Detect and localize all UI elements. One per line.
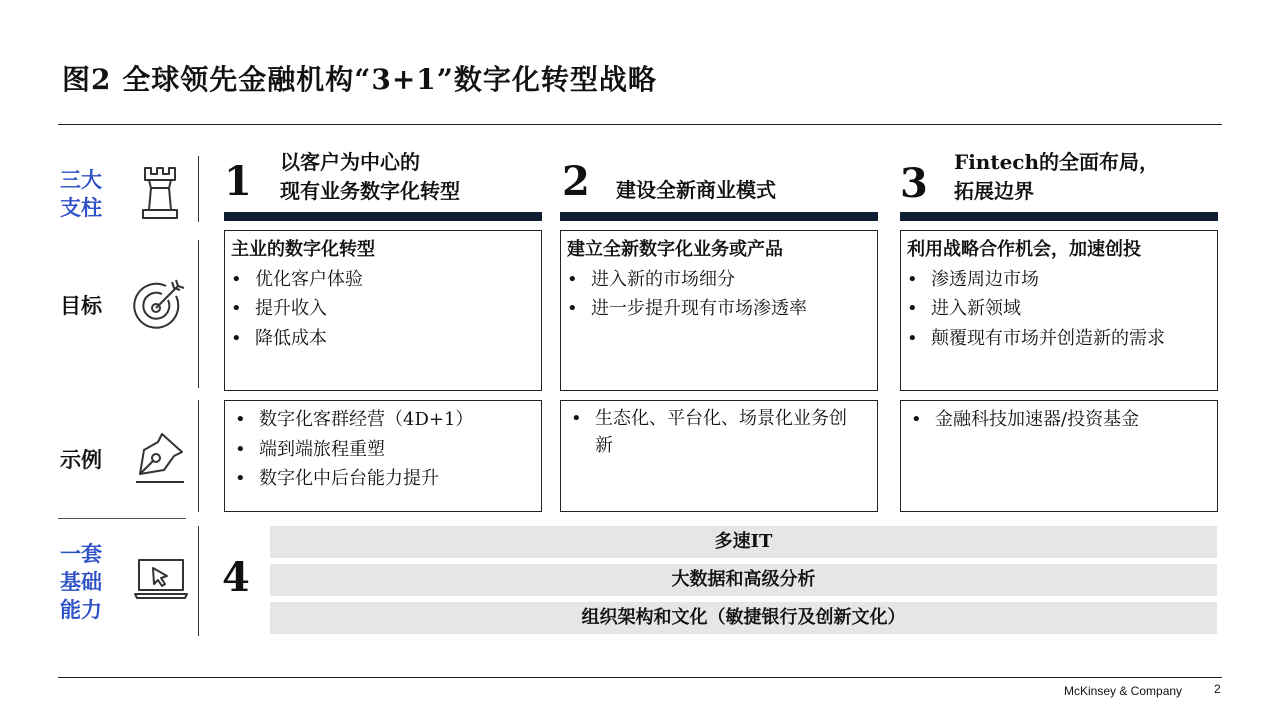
footer-divider [58,677,1222,678]
goal-box-2 [560,230,878,391]
example-box-1 [224,400,542,512]
foundation-band-organization: 组织架构和文化（敏捷银行及创新文化） [270,602,1217,634]
row-label-examples: 示例 [60,447,102,472]
chess-rook-icon [137,164,183,222]
example-box-2 [560,400,878,512]
list-item: • 降低成本 [231,324,535,354]
foundation-number: 4 [222,554,250,601]
list-item: • 颠覆现有市场并创造新的需求 [907,324,1211,354]
foundation-band-analytics: 大数据和高级分析 [270,564,1217,596]
target-arrow-icon [132,278,188,334]
examples-separator [198,400,199,512]
list-item: • 端到端旅程重塑 [235,435,535,465]
goals-separator [198,240,199,388]
bullet: • [567,268,578,290]
bullet: • [907,268,918,290]
pillar-bar-3 [900,212,1218,221]
bullet: • [235,438,246,460]
row-label-capabilities: 一套 基础 能力 [60,541,102,622]
pen-nib-icon [132,430,188,486]
pillars-separator [198,156,199,222]
pillar-bar-1 [224,212,542,221]
pillar-bar-2 [560,212,878,221]
bullet: • [231,327,242,349]
goal-title-1: 主业的数字化转型 [231,239,375,260]
laptop-cursor-icon [133,556,189,602]
capabilities-separator [198,526,199,636]
bullet: • [231,268,242,290]
row-label-goals: 目标 [60,293,102,318]
page-number: 2 [1214,682,1221,696]
list-item: • 金融科技加速器/投资基金 [911,405,1211,435]
pillar-heading-2: 建设全新商业模式 [616,178,776,202]
goal-title-3: 利用战略合作机会，加速创投 [907,239,1141,260]
list-item: • 生态化、平台化、场景化业务创新 [571,405,857,459]
example-box-3 [900,400,1218,512]
list-item: • 进入新的市场细分 [567,265,871,295]
list-item: • 进一步提升现有市场渗透率 [567,294,871,324]
pillar-number-3: 3 [900,160,928,207]
pillar-heading-3: Fintech的全面布局， 拓展边界 [954,150,1160,203]
goal-title-2: 建立全新数字化业务或产品 [567,239,783,260]
list-item: • 数字化中后台能力提升 [235,464,535,494]
list-item: • 优化客户体验 [231,265,535,295]
goal-box-3 [900,230,1218,391]
bullet: • [571,408,582,429]
foundation-band-it: 多速IT [270,526,1217,558]
row-label-pillars: 三大 支柱 [60,167,102,220]
pillar-heading-1: 以客户为中心的 现有业务数字化转型 [280,150,460,203]
bullet: • [907,327,918,349]
bullet: • [907,298,918,319]
bullet: • [911,409,922,430]
title-divider [58,124,1222,125]
bullet: • [235,409,246,430]
page-title: 图2 全球领先金融机构“3+1”数字化转型战略 [62,63,657,96]
list-item: • 进入新领域 [907,294,1211,324]
pillar-number-1: 1 [224,158,252,205]
list-item: • 提升收入 [231,294,535,324]
bullet: • [235,468,246,489]
list-item: • 数字化客群经营（4D+1） [235,405,535,435]
goal-box-1 [224,230,542,391]
bullet: • [567,298,578,319]
bullet: • [231,298,242,319]
left-section-divider [58,518,186,519]
list-item: • 渗透周边市场 [907,265,1211,295]
footer-brand: McKinsey & Company [1064,684,1183,698]
pillar-number-2: 2 [562,158,590,205]
